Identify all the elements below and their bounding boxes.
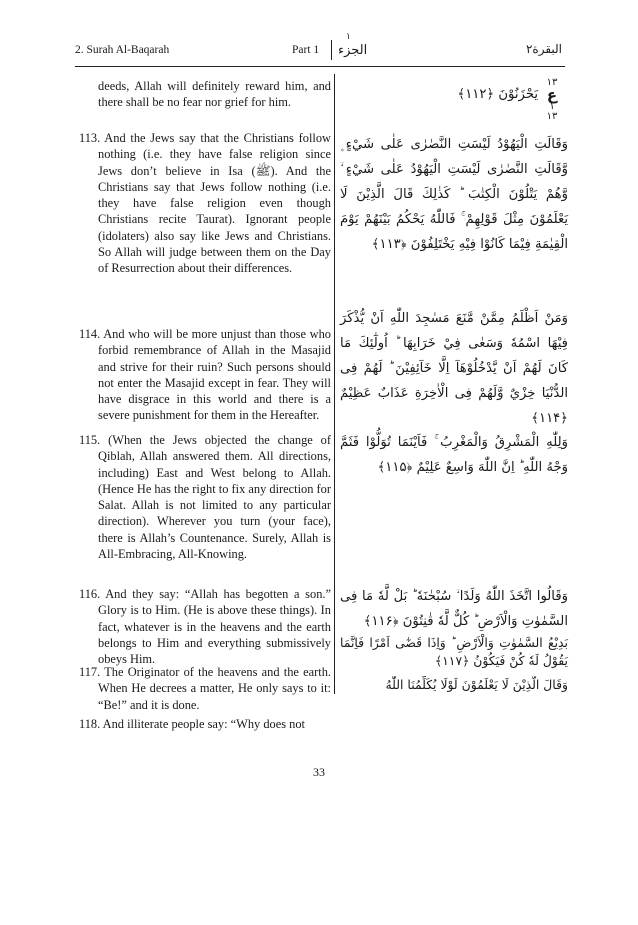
header-surah-arabic: البقرة٢ xyxy=(525,42,562,56)
arabic-verse-117: بَدِيْعُ السَّمٰوٰتِ وَالْاَرْضِ ؕ وَاِذَا قَضٰٓى اَمْرًا فَاِنَّمَا يَقُوْلُ لَهٗ كُنْ فَيَكُوْنُ ﴿۱۱۷﴾ xyxy=(340,635,568,668)
column-divider xyxy=(334,74,335,694)
translation-verse-115: 115. (When the Jews objected the change of Qiblah, Allah answered them. All directions, including) East and West belong to Allah. (Hence He has the right to fix any direction for Salat. Allah is not limited to any particular direction). Wherever you turn (your face), there is Allah’s Countenance. Surely, Allah is All-Embracing, All-Knowing. xyxy=(79,433,331,562)
translation-verse-117: 117. The Originator of the heavens and the earth. When He decrees a matter, He only says to it: “Be!” and it is done. xyxy=(79,665,331,712)
header-divider xyxy=(331,40,332,60)
arabic-verse-114: وَمَنْ اَظْلَمُ مِمَّنْ مَّنَعَ مَسٰجِدَ اللّٰهِ اَنْ يُّذْكَرَ فِيْهَا اسْمُهٗ وَسَعٰى فِيْ خَرَابِهَا ؕ اُولٰٓئِكَ مَا كَانَ لَهُمْ اَنْ يَّدْخُلُوْهَآ اِلَّا خَآئِفِيْنَ ؕ لَهُمْ فِى الدُّنْيَا خِزْيٌ وَّلَهُمْ فِى الْاٰخِرَةِ عَذَابٌ عَظِيْمٌ ﴿۱۱۴﴾ xyxy=(340,311,568,426)
header-surah-english: 2. Surah Al-Baqarah xyxy=(75,44,170,56)
ruku-mid-number: ١ xyxy=(549,101,555,112)
header-rule xyxy=(75,66,565,67)
page-number: 33 xyxy=(313,765,325,779)
translation-continuation: deeds, Allah will definitely reward him, and there shall be no fear nor grief for him. xyxy=(98,79,331,110)
header-part-label: Part 1 xyxy=(292,44,320,56)
ruku-top-number: ١٣ xyxy=(546,77,558,88)
ruku-ain-symbol: ع xyxy=(546,86,558,104)
arabic-verse-113: وَقَالَتِ الْيَهُوْدُ لَيْسَتِ النَّصٰرٰى عَلٰى شَيْءٍ ۪ وَّقَالَتِ النَّصٰرٰى لَيْسَتِ الْيَهُوْدُ عَلٰى شَيْءٍ ۙ وَّهُمْ يَتْلُوْنَ الْكِتٰبَ ؕ كَذٰلِكَ قَالَ الَّذِيْنَ لَا يَعْلَمُوْنَ مِثْلَ قَوْلِهِمْ ۚ فَاللّٰهُ يَحْكُمُ بَيْنَهُمْ يَوْمَ الْقِيٰمَةِ فِيْمَا كَانُوْا فِيْهِ يَخْتَلِفُوْنَ ﴿۱۱۳﴾ xyxy=(340,137,568,252)
translation-verse-118: 118. And illiterate people say: “Why does not xyxy=(79,717,305,731)
header-juz-number: ١ xyxy=(346,31,351,41)
ruku-bottom-number: ١٣ xyxy=(546,111,558,122)
arabic-verse-118: وَقَالَ الَّذِيْنَ لَا يَعْلَمُوْنَ لَوْلَا يُكَلِّمُنَا اللّٰهُ xyxy=(385,677,568,692)
translation-verse-113: 113. And the Jews say that the Christians follow nothing (i.e. they have false religion since Jews don’t believe in Isa (ﷺ). And the Christians say that Jews follow nothing (i.e. they have false religion even though Christians recite Taurat). Ignorant people (idolaters) also say like Jews and Christians. So Allah will judge between them on the Day of Resurrection about their differences. xyxy=(79,131,331,276)
translation-verse-114: 114. And who will be more unjust than those who forbid remembrance of Allah in the Masajid and strive for their ruin? Such persons should not enter the Masajid except in fear. They will have disgrace in this world and there is a severe punishment for them in the Hereafter. xyxy=(79,327,331,423)
header-juz-arabic: الجزء xyxy=(338,42,368,57)
arabic-continuation: يَحْزَنُوْنَ ﴿۱۱۲﴾ xyxy=(457,87,538,102)
translation-verse-116: 116. And they say: “Allah has begotten a son.” Glory is to Him. (He is above these things). In fact, whatever is in the heavens and the earth belongs to Him and everything submissively obeys Him. xyxy=(79,587,331,667)
arabic-verse-116: وَقَالُوا اتَّخَذَ اللّٰهُ وَلَدًا ۙ سُبْحٰنَهٗ ؕ بَلْ لَّهٗ مَا فِى السَّمٰوٰتِ وَالْاَرْضِ ؕ كُلٌّ لَّهٗ قٰنِتُوْنَ ﴿۱۱۶﴾ xyxy=(340,589,568,629)
arabic-verse-115: وَلِلّٰهِ الْمَشْرِقُ وَالْمَغْرِبُ ۚ فَاَيْنَمَا تُوَلُّوْا فَثَمَّ وَجْهُ اللّٰهِ ؕ اِنَّ اللّٰهَ وَاسِعٌ عَلِيْمٌ ﴿۱۱۵﴾ xyxy=(340,435,568,475)
ruku-marker xyxy=(541,78,563,122)
